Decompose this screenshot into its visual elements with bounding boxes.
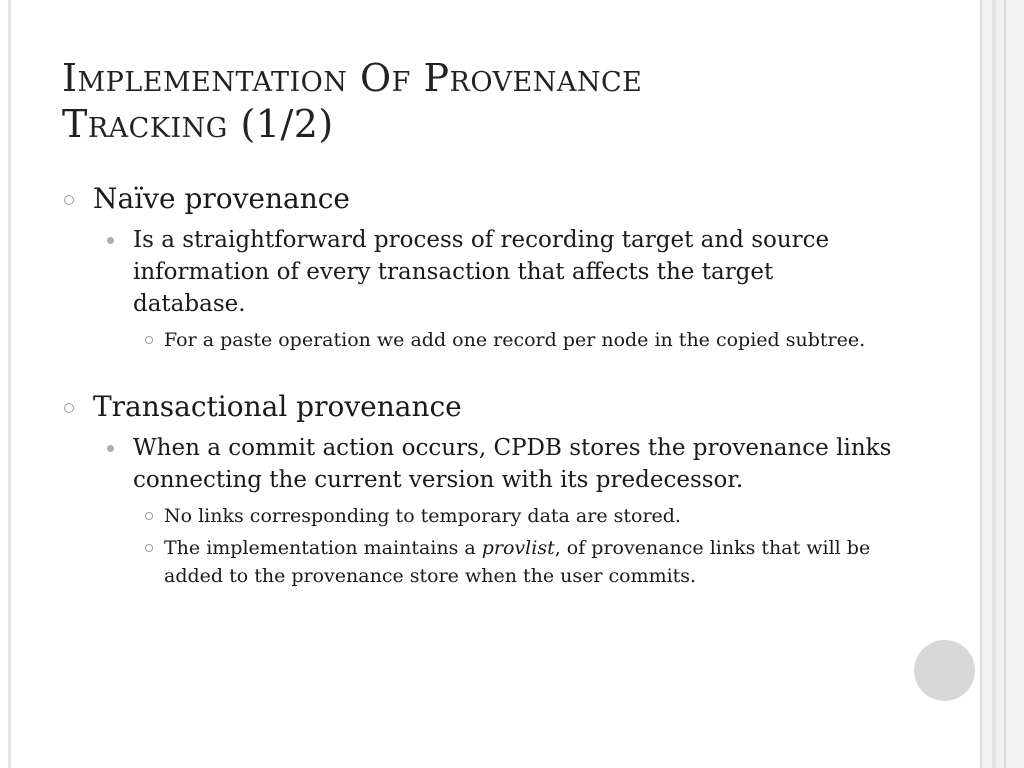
bullet-subitem bbox=[62, 326, 892, 354]
bullet-subitem-text: No links corresponding to temporary data are stored. bbox=[164, 505, 681, 527]
bullet-item-text: Is a straightforward process of recording target and source information of every transaction that affects the target database. bbox=[133, 227, 830, 317]
bullet-subitem bbox=[62, 502, 892, 530]
decorative-circle bbox=[914, 640, 975, 701]
bullet-item bbox=[62, 224, 892, 320]
left-border-line bbox=[8, 0, 11, 768]
slide-body bbox=[62, 182, 892, 590]
bullet-heading bbox=[62, 390, 892, 424]
dot-bullet-icon bbox=[107, 445, 114, 452]
ring-bullet-icon bbox=[145, 336, 153, 344]
bullet-heading-text: Naïve provenance bbox=[93, 182, 351, 215]
ring-bullet-icon bbox=[64, 403, 74, 413]
right-decorative-bars bbox=[980, 0, 1024, 768]
text-segment: The implementation maintains a bbox=[164, 537, 482, 559]
slide-title-line: Tracking (1/2) bbox=[62, 102, 334, 146]
text-segment: , of provenance links that will be added to the provenance store when the user commits. bbox=[164, 537, 871, 587]
ring-bullet-icon bbox=[145, 512, 153, 520]
right-bar-line bbox=[992, 0, 996, 768]
bullet-item-text: When a commit action occurs, CPDB stores the provenance links connecting the current version with its predecessor. bbox=[133, 435, 892, 493]
slide-title bbox=[62, 55, 882, 147]
bullet-subitem-text bbox=[164, 537, 870, 587]
bullet-item bbox=[62, 432, 892, 496]
slide-title-line: Implementation Of Provenance bbox=[62, 56, 643, 100]
bullet-subitem-text: For a paste operation we add one record per node in the copied subtree. bbox=[164, 329, 866, 351]
bullet-subitem bbox=[62, 534, 892, 590]
ring-bullet-icon bbox=[145, 544, 153, 552]
dot-bullet-icon bbox=[107, 237, 114, 244]
right-bar-line bbox=[1004, 0, 1006, 768]
ring-bullet-icon bbox=[64, 195, 74, 205]
right-bar-line bbox=[980, 0, 982, 768]
emphasized-term: provlist bbox=[481, 537, 555, 559]
bullet-heading-text: Transactional provenance bbox=[93, 390, 462, 423]
bullet-heading bbox=[62, 182, 892, 216]
section-gap bbox=[62, 354, 892, 390]
